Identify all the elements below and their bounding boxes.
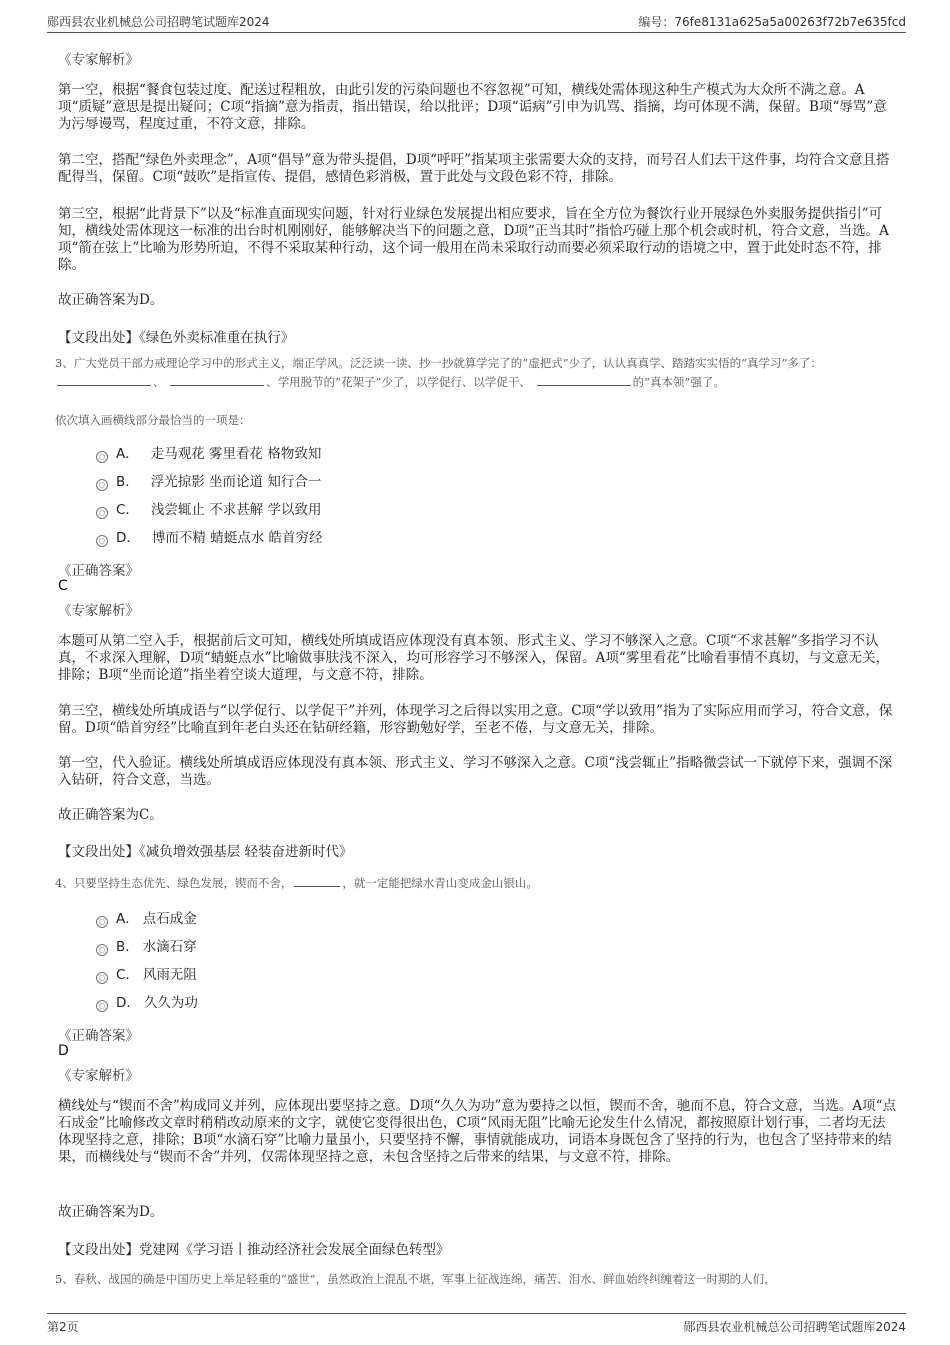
q2-conclusion: 故正确答案为D。	[58, 292, 164, 308]
q3-analysis-p3: 第一空，代入验证。横线处所填成语应体现没有真本领、形式主义、学习不够深入之意。C项“浅尝辄止”指略微尝试一下就停下来，强调不深入钻研，符合文意，当选。	[58, 755, 893, 788]
q3-answer-label: 《正确答案》	[58, 563, 139, 579]
q3-conclusion: 故正确答案为C。	[58, 807, 163, 823]
radio-icon[interactable]	[96, 916, 108, 928]
q3-option-c[interactable]	[96, 501, 322, 519]
page-footer	[47, 1313, 906, 1336]
q2-analysis-label: 《专家解析》	[58, 52, 139, 68]
q3-option-d[interactable]	[96, 529, 323, 547]
option-letter: C．	[116, 967, 139, 983]
radio-icon[interactable]	[96, 507, 108, 519]
option-text: 浅尝辄止 不求甚解 学以致用	[150, 502, 322, 518]
q5-stem: 5、春秋、战国的确是中国历史上举足轻重的“盛世”，虽然政治上混乱不堪，军事上征战连绵，痛苦、泪水、鲜血始终纠缠着这一时期的人们，	[55, 1272, 776, 1286]
q4-answer-label: 《正确答案》	[58, 1028, 139, 1044]
q3-source: 【文段出处】《减负增效强基层 轻装奋进新时代》	[58, 844, 353, 860]
radio-icon[interactable]	[96, 451, 108, 463]
q3-blank-3	[537, 373, 631, 386]
q3-blank-2	[170, 373, 264, 386]
q3-blank-1	[57, 373, 151, 386]
option-letter: D．	[116, 995, 140, 1011]
option-text: 点石成金	[142, 911, 197, 927]
q4-stem-b: ，就一定能把绿水青山变成金山银山。	[342, 876, 538, 890]
footer-title: 郧西县农业机械总公司招聘笔试题库2024	[683, 1320, 906, 1334]
radio-icon[interactable]	[96, 479, 108, 491]
q3-analysis-p1: 本题可从第二空入手，根据前后文可知，横线处所填成语应体现没有真本领、形式主义、学习不够深入之意。C项“不求甚解”多指学习不认真，不求深入理解，D项“蜻蜓点水”比喻做事肤浅不深入，均可形容学习不够深入，保留。A项“雾里看花”比喻看事情不真切，与文意无关，排除；B项“坐而论道”指坐着空谈大道理，与文意不符，排除。	[58, 633, 890, 683]
page-number: 第2页	[47, 1320, 79, 1334]
header-doc-id: 编号：76fe8131a625a5a00263f72b7e635fcd	[638, 15, 906, 29]
radio-icon[interactable]	[96, 535, 108, 547]
q4-conclusion: 故正确答案为D。	[58, 1204, 164, 1220]
q3-stem-a: 3、广大党员干部力戒理论学习中的形式主义，端正学风。泛泛读一读、抄一抄就算学完了的“虚把式”少了，认认真真学、踏踏实实悟的“真学习”多了：	[55, 356, 822, 370]
option-text: 走马观花 雾里看花 格物致知	[150, 446, 322, 462]
option-text: 博而不精 蜻蜓点水 皓首穷经	[151, 530, 323, 546]
q2-analysis-p3: 第三空，根据“此背景下”以及“标准直面现实问题，针对行业绿色发展提出相应要求，旨在全方位为餐饮行业开展绿色外卖服务提供指引”可知，横线处需体现这一标准的出台时机刚刚好，能够解决当下的问题之意，D项“正当其时”指恰巧碰上那个机会或时机，符合文意，当选。A项“箭在弦上”比喻为形势所迫，不得不采取某种行动，这个词一般用在尚未采取行动而要必须采取行动的语境之中，置于此处时态不符，排除。	[58, 206, 889, 273]
q4-analysis-p1: 横线处与“锲而不舍”构成同义并列，应体现出要坚持之意。D项“久久为功”意为要持之以恒，锲而不舍，驰而不息，符合文意，当选。A项“点石成金”比喻修改文章时稍稍改动原来的文字，就使它变得很出色，C项“风雨无阻”比喻无论发生什么情况，都按照原计划行事，二者均无法体现坚持之意，排除；B项“水滴石穿”比喻力量虽小，只要坚持不懈，事情就能成功，词语本身既包含了坚持的行为，也包含了坚持带来的结果，而横线处与“锲而不舍”并列，仅需体现坚持之意，未包含坚持之后带来的结果，与文意不符，排除。	[58, 1098, 897, 1165]
q3-option-a[interactable]	[96, 445, 321, 463]
header-title: 郧西县农业机械总公司招聘笔试题库2024	[47, 15, 270, 29]
q4-analysis-label: 《专家解析》	[58, 1068, 139, 1084]
q4-option-a[interactable]	[96, 910, 197, 928]
q3-answer: C	[58, 578, 68, 594]
q2-analysis-p2: 第二空，搭配“绿色外卖理念”，A项“倡导”意为带头提倡，D项“呼吁”指某项主张需要大众的支持，而号召人们去干这件事，均符合文意且搭配得当，保留。C项“鼓吹”是指宣传、提倡，感情色彩消极，置于此处与文段色彩不符，排除。	[58, 152, 890, 185]
option-text: 浮光掠影 坐而论道 知行合一	[150, 474, 322, 490]
q4-blank	[294, 874, 340, 887]
q4-source: 【文段出处】党建网《学习语丨推动经济社会发展全面绿色转型》	[58, 1242, 450, 1258]
option-letter: A．	[116, 911, 139, 927]
q4-stem-a: 4、只要坚持生态优先、绿色发展，锲而不舍，	[55, 876, 293, 890]
q3-analysis-label: 《专家解析》	[58, 603, 139, 619]
option-letter: B．	[116, 474, 139, 490]
q2-source: 【文段出处】《绿色外卖标准重在执行》	[58, 330, 295, 346]
q4-answer: D	[58, 1043, 69, 1059]
q3-stem	[55, 354, 900, 392]
option-letter: A．	[116, 446, 139, 462]
q4-option-c[interactable]	[96, 966, 197, 984]
option-letter: D．	[116, 530, 140, 546]
q4-option-d[interactable]	[96, 994, 198, 1012]
option-letter: C．	[116, 502, 139, 518]
page-header	[47, 10, 906, 33]
option-text: 久久为功	[143, 995, 198, 1011]
radio-icon[interactable]	[96, 944, 108, 956]
radio-icon[interactable]	[96, 1000, 108, 1012]
q4-stem	[55, 874, 900, 893]
q3-option-b[interactable]	[96, 473, 321, 491]
q3-instruction: 依次填入画横线部分最恰当的一项是：	[55, 413, 251, 427]
q4-option-b[interactable]	[96, 938, 197, 956]
q3-stem-d: 的“真本领”强了。	[632, 375, 725, 389]
q3-analysis-p2: 第三空，横线处所填成语与“以学促行、以学促干”并列，体现学习之后得以实用之意。C项“学以致用”指为了实际应用而学习，符合文意，保留。D项“皓首穷经”比喻直到年老白头还在钻研经籍，形容勤勉好学，至老不倦，与文意无关，排除。	[58, 703, 893, 736]
q2-analysis-p1: 第一空，根据“餐食包装过度、配送过程粗放，由此引发的污染问题也不容忽视”可知，横线处需体现这种生产模式为大众所不满之意。A项“质疑”意思是提出疑问；C项“指摘”意为指责，指出错误，给以批评；D项“诟病”引申为讥骂、指摘，均可体现不满，保留。B项“辱骂”意为污辱谩骂，程度过重，不符文意，排除。	[58, 82, 887, 132]
option-text: 水滴石穿	[142, 939, 197, 955]
option-letter: B．	[116, 939, 139, 955]
q3-stem-b: 、	[153, 375, 165, 389]
q3-stem-c: 、学用脱节的“花架子”少了，以学促行、以学促干、	[266, 375, 531, 389]
radio-icon[interactable]	[96, 972, 108, 984]
option-text: 风雨无阻	[142, 967, 197, 983]
